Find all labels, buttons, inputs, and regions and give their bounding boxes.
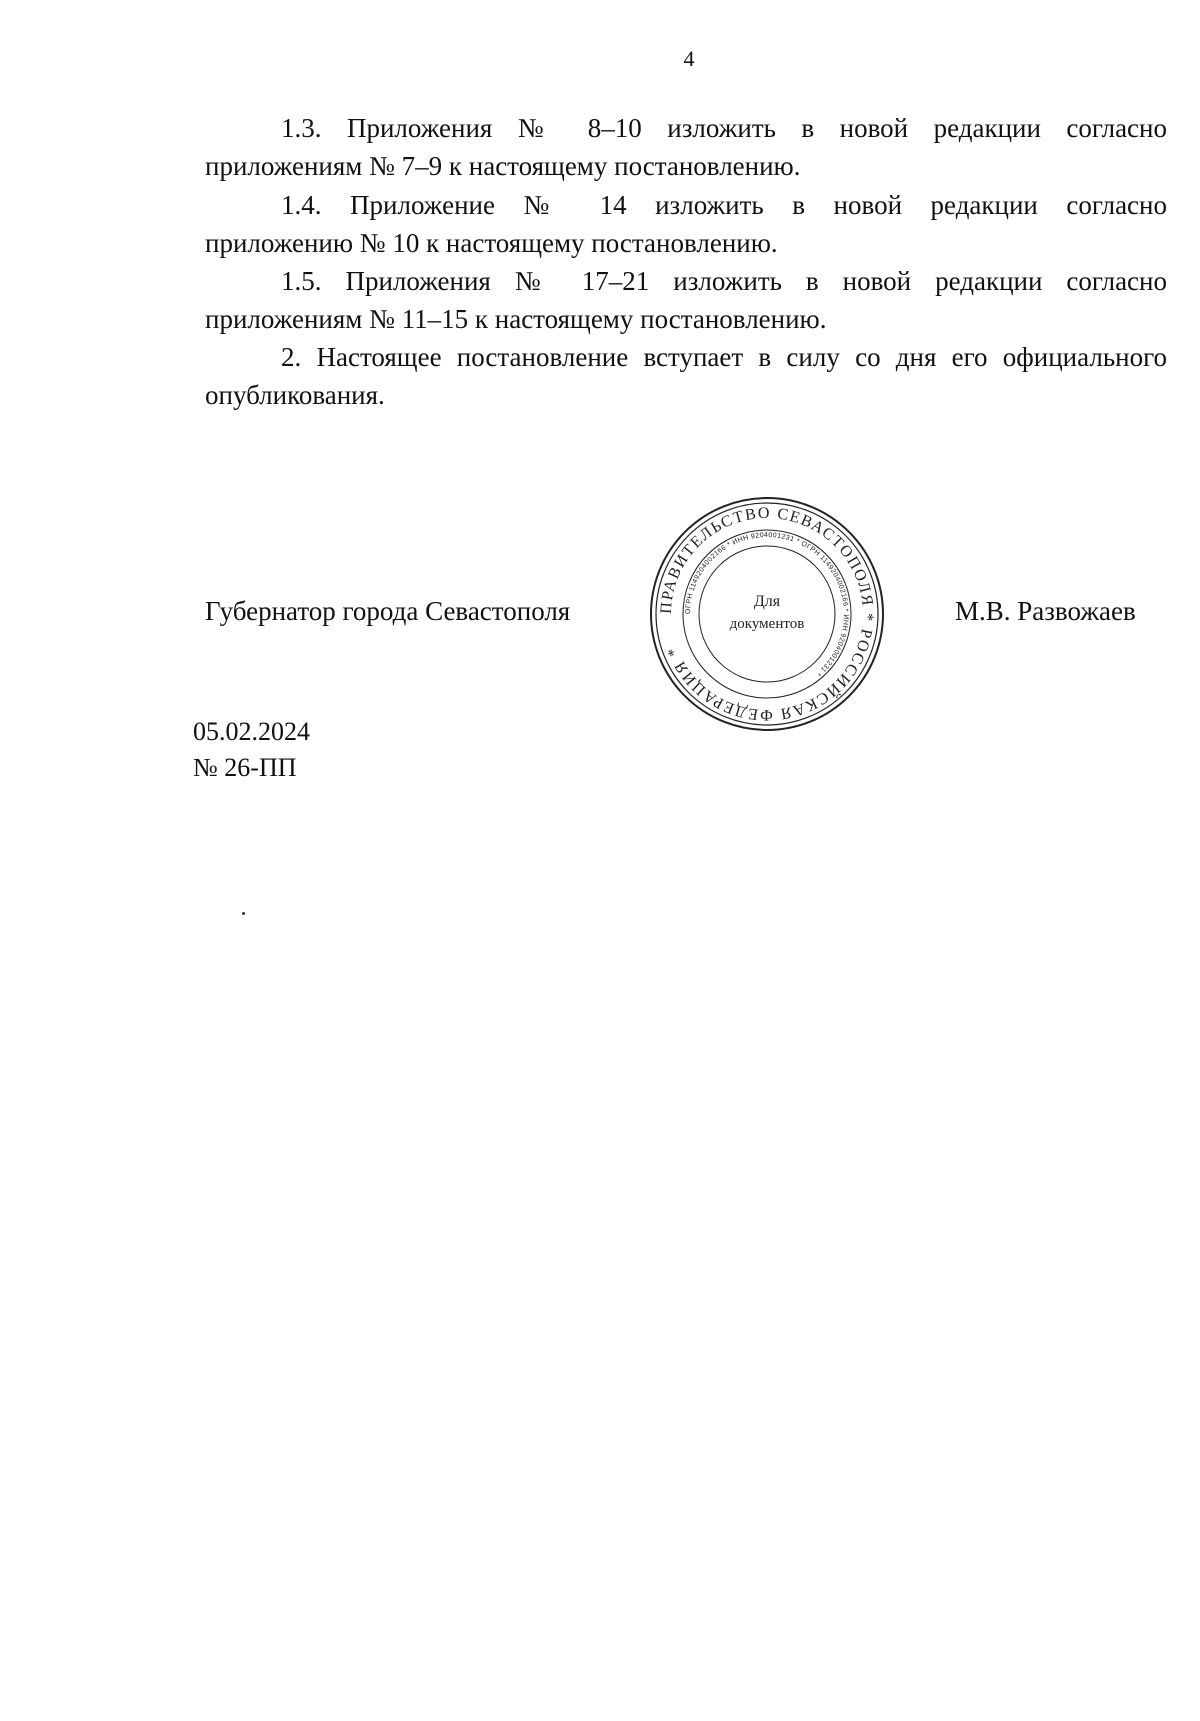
paragraph-1-5: [205, 262, 1167, 338]
page-number: 4: [683, 46, 695, 71]
scan-speck: [242, 912, 245, 915]
document-number: № 26-ПП: [193, 753, 297, 782]
paragraph-first-line: 1.3. Приложения № 8–10 изложить в новой редакции согласно: [281, 113, 1167, 143]
seal-inner-text: ОГРН 1149204002166 * ИНН 9204001231 * ОГРН 1149204002166 * ИНН 9204001231 *: [684, 531, 850, 678]
official-seal: [647, 494, 887, 734]
paragraph-2: [205, 338, 1167, 414]
document-date: 05.02.2024: [193, 717, 310, 746]
paragraph-first-line: 1.4. Приложение № 14 изложить в новой редакции согласно: [281, 190, 1167, 220]
paragraph-1-3: [205, 109, 1167, 185]
signatory-title: Губернатор города Севастополя: [205, 596, 571, 626]
paragraph-first-line: 1.5. Приложения № 17–21 изложить в новой редакции согласно: [281, 266, 1167, 296]
seal-outer-text: ПРАВИТЕЛЬСТВО СЕВАСТОПОЛЯ * РОССИЙСКАЯ ФЕДЕРАЦИЯ *: [657, 504, 877, 724]
signatory-name: М.В. Развожаев: [955, 596, 1136, 626]
paragraph-rest: приложениям № 11–15 к настоящему постановлению.: [205, 304, 827, 334]
paragraph-first-line: 2. Настоящее постановление вступает в силу со дня его официального: [281, 342, 1167, 372]
paragraph-rest: приложению № 10 к настоящему постановлению.: [205, 228, 778, 258]
seal-center-line-1: Для: [753, 593, 781, 610]
paragraph-1-4: [205, 186, 1167, 262]
paragraph-rest: приложениям № 7–9 к настоящему постановлению.: [205, 151, 801, 181]
seal-center-line-2: документов: [729, 616, 805, 632]
paragraph-rest: опубликования.: [205, 380, 385, 410]
